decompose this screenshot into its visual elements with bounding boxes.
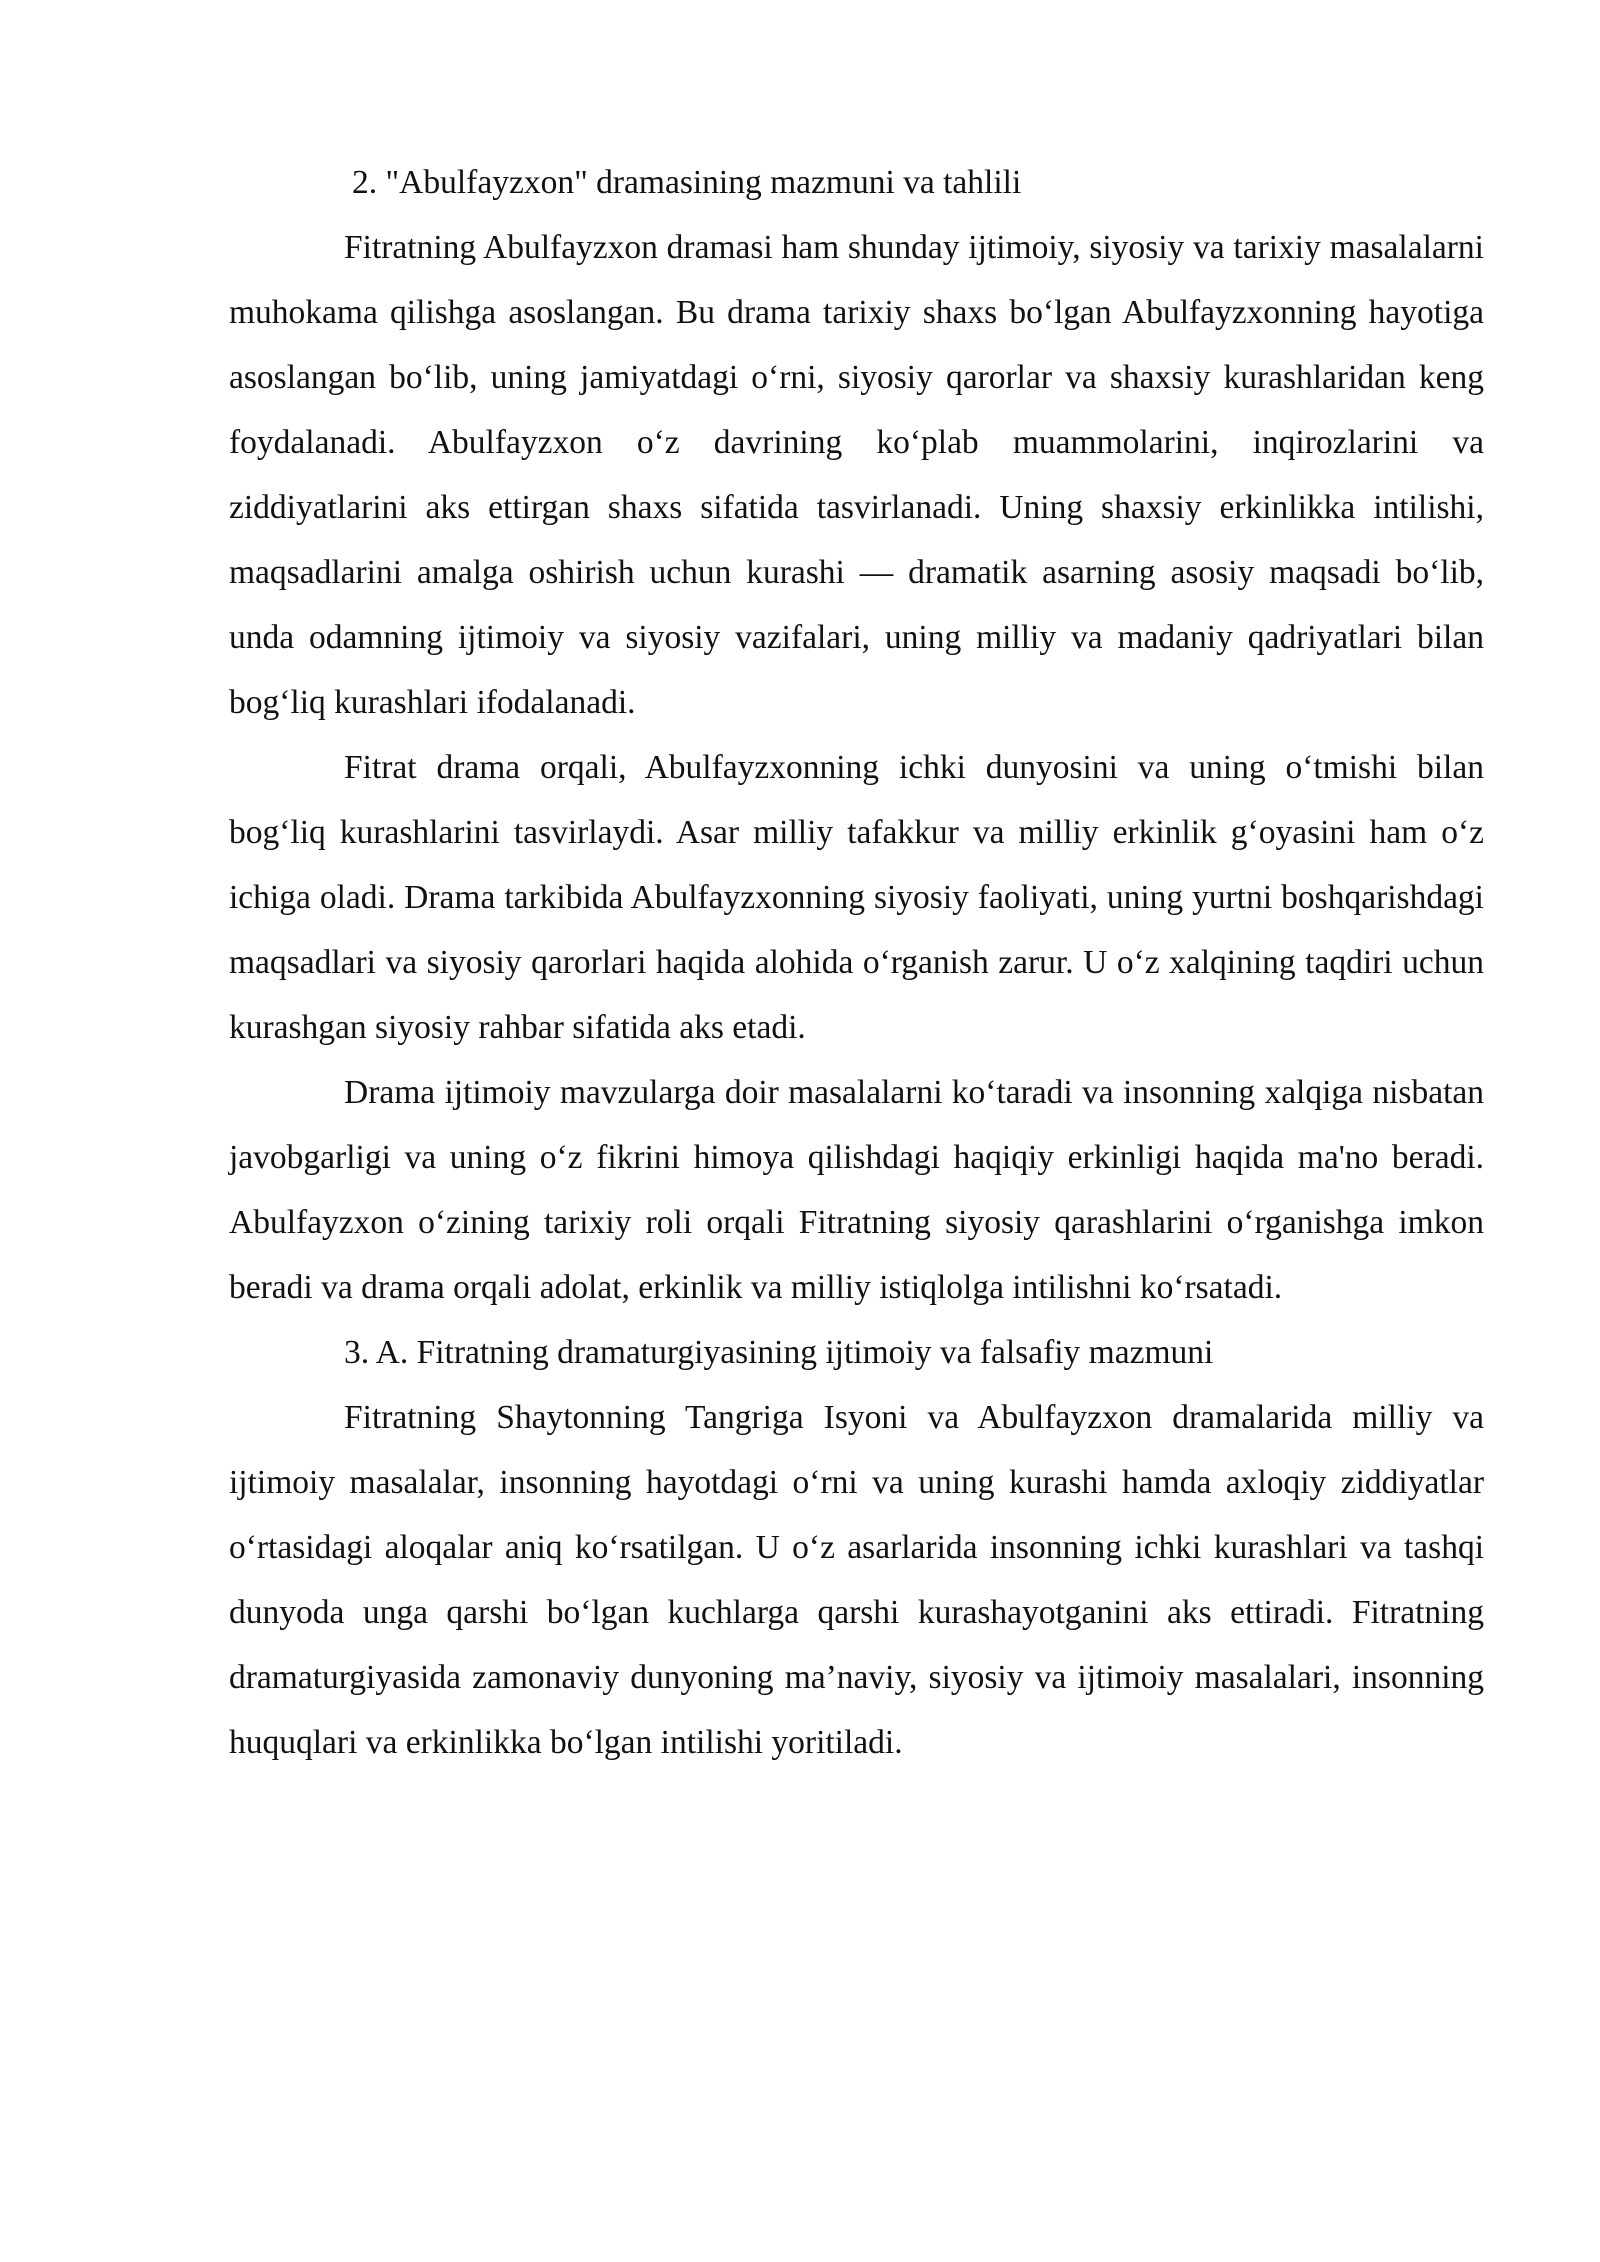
paragraph: Drama ijtimoiy mavzularga doir masalalarni ko‘taradi va insonning xalqiga nisbatan javobgarligi va uning o‘z fikrini himoya qilishdagi haqiqiy erkinligi haqida ma'no beradi. Abulfayzxon o‘zining tarixiy roli orqali Fitratning siyosiy qarashlarini o‘rganishga imkon beradi va drama orqali adolat, erkinlik va milliy istiqlolga intilishni ko‘rsatadi. (229, 1074, 1484, 1306)
paragraph: Fitratning Shaytonning Tangriga Isyoni va Abulfayzxon dramalarida milliy va ijtimoiy masalalar, insonning hayotdagi o‘rni va uning kurashi hamda axloqiy ziddiyatlar o‘rtasidagi aloqalar aniq ko‘rsatilgan. U o‘z asarlarida insonning ichki kurashlari va tashqi dunyoda unga qarshi bo‘lgan kuchlarga qarshi kurashayotganini aks ettiradi. Fitratning dramaturgiyasida zamonaviy dunyoning ma’naviy, siyosiy va ijtimoiy masalalari, insonning huquqlari va erkinlikka bo‘lgan intilishi yoritiladi. (229, 1399, 1484, 1761)
section-2-heading: 2. "Abulfayzxon" dramasining mazmuni va tahlili (352, 164, 1022, 201)
document-body (229, 150, 1484, 1775)
paragraph: Fitrat drama orqali, Abulfayzxonning ichki dunyosini va uning o‘tmishi bilan bog‘liq kurashlarini tasvirlaydi. Asar milliy tafakkur va milliy erkinlik g‘oyasini ham o‘z ichiga oladi. Drama tarkibida Abulfayzxonning siyosiy faoliyati, uning yurtni boshqarishdagi maqsadlari va siyosiy qarorlari haqida alohida o‘rganish zarur. U o‘z xalqining taqdiri uchun kurashgan siyosiy rahbar sifatida aks etadi. (229, 749, 1484, 1046)
paragraph: Fitratning Abulfayzxon dramasi ham shunday ijtimoiy, siyosiy va tarixiy masalalarni muhokama qilishga asoslangan. Bu drama tarixiy shaxs bo‘lgan Abulfayzxonning hayotiga asoslangan bo‘lib, uning jamiyatdagi o‘rni, siyosiy qarorlar va shaxsiy kurashlaridan keng foydalanadi. Abulfayzxon o‘z davrining ko‘plab muammolarini, inqirozlarini va ziddiyatlarini aks ettirgan shaxs sifatida tasvirlanadi. Uning shaxsiy erkinlikka intilishi, maqsadlarini amalga oshirish uchun kurashi — dramatik asarning asosiy maqsadi bo‘lib, unda odamning ijtimoiy va siyosiy vazifalari, uning milliy va madaniy qadriyatlari bilan bog‘liq kurashlari ifodalanadi. (229, 229, 1484, 721)
section-3-heading: 3. A. Fitratning dramaturgiyasining ijtimoiy va falsafiy mazmuni (344, 1334, 1214, 1371)
